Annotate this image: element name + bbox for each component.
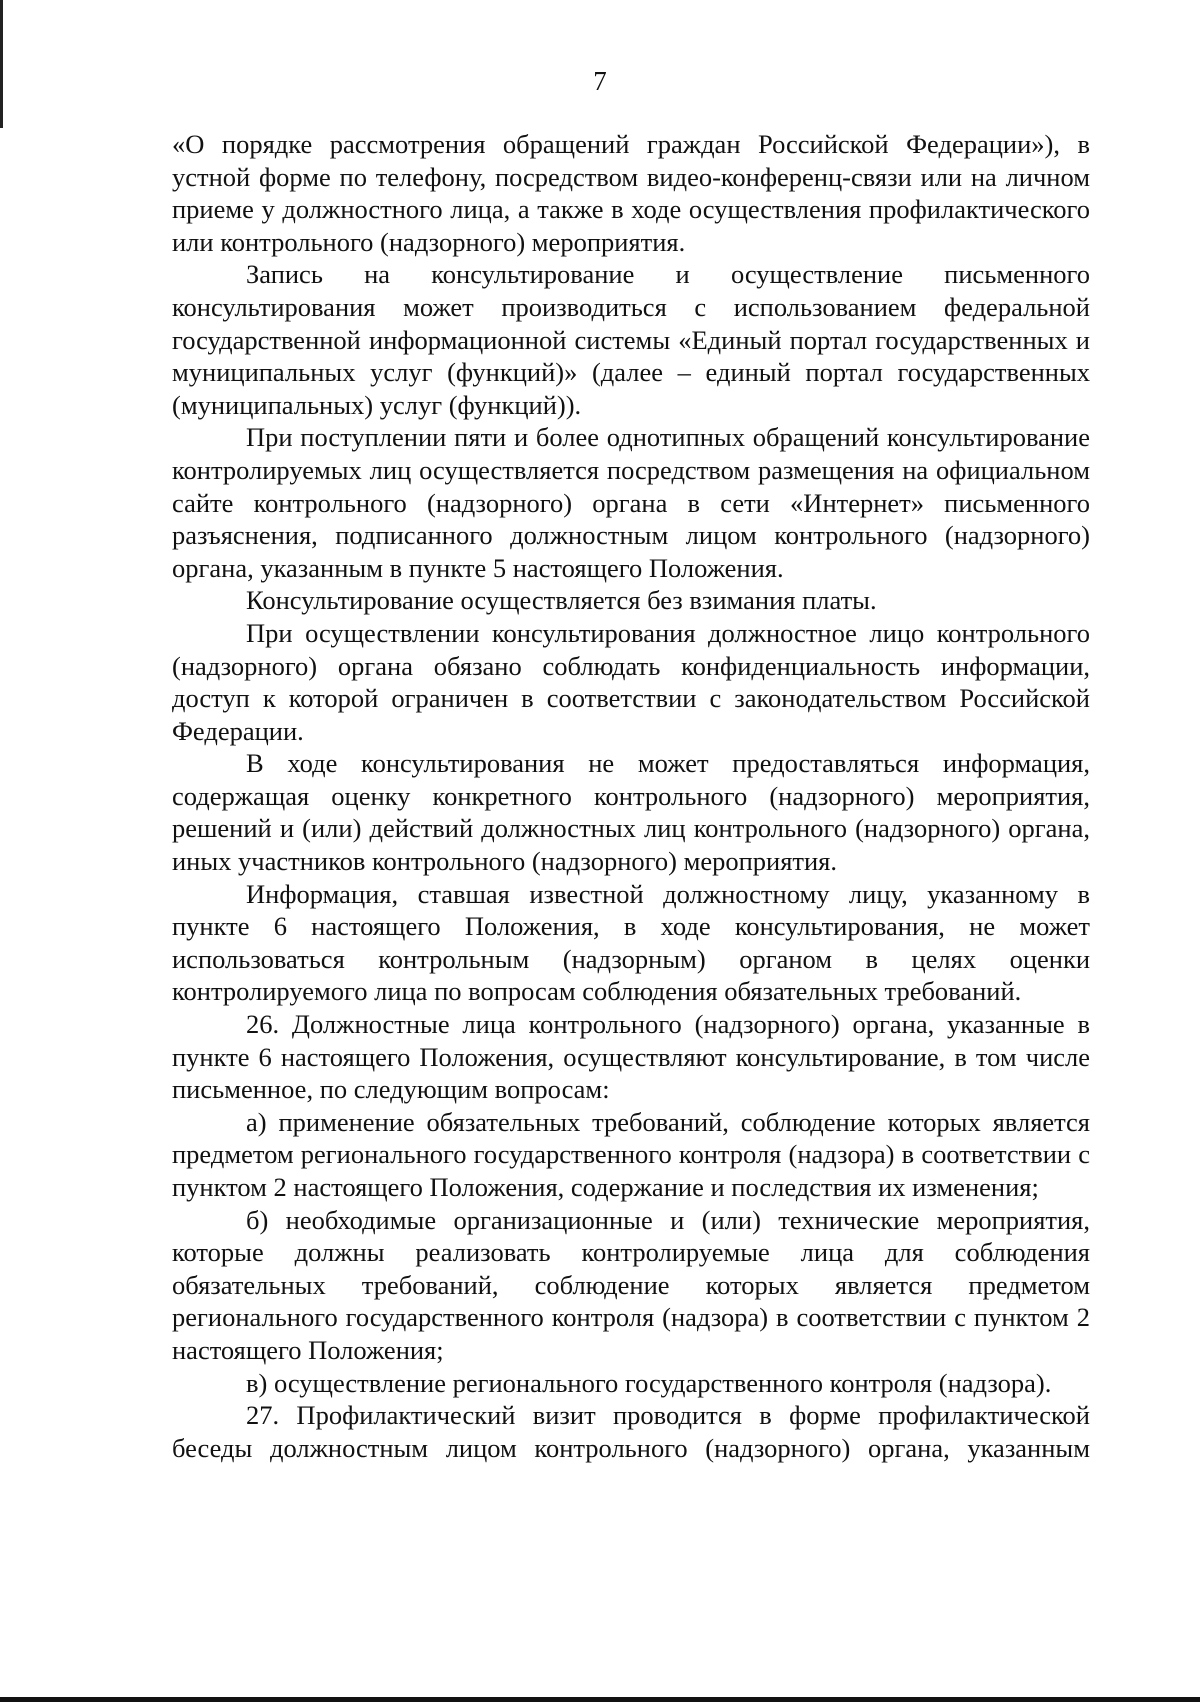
paragraph-multiple-requests: При поступлении пяти и более однотипных обращений консультирование контролируемых лиц осуществляется посредством размещения на официальном сайте контрольного (надзорного) органа в сети «Интернет» письменного разъяснения, подписанного должностным лицом контрольного (надзорного) органа, указанным в пункте 5 настоящего Положения. (172, 422, 1090, 583)
paragraph-item-26-b: б) необходимые организационные и (или) технические мероприятия, которые должны реализовать контролируемые лица для соблюдения обязательных требований, соблюдение которых является предметом регионального государственного контроля (надзора) в соответствии с пунктом 2 настоящего Положения; (172, 1204, 1090, 1365)
paragraph-confidentiality: При осуществлении консультирования должностное лицо контрольного (надзорного) органа обязано соблюдать конфиденциальность информации, доступ к которой ограничен в соответствии с законодательством Российской Федерации. (172, 617, 1090, 746)
paragraph-item-27: 27. Профилактический визит проводится в форме профилактической беседы должностным лицом контрольного (надзорного) органа, указанным (172, 1400, 1090, 1463)
paragraph-free-of-charge: Консультирование осуществляется без взимания платы. (246, 585, 877, 616)
paragraph-appointment-registration: Запись на консультирование и осуществление письменного консультирования может производиться с использованием федеральной государственной информационной системы «Единый портал государственных и муниципальных услуг (функций)» (далее – единый портал государственных (муниципальных) услуг (функций)). (172, 259, 1090, 420)
paragraph-item-26: 26. Должностные лица контрольного (надзорного) органа, указанные в пункте 6 настоящего Положения, осуществляют консультирование, в том числе письменное, по следующим вопросам: (172, 1009, 1090, 1105)
scan-edge-bottom (0, 1697, 1200, 1702)
paragraph-information-usage: Информация, ставшая известной должностному лицу, указанному в пункте 6 настоящего Положения, в ходе консультирования, не может использоваться контрольным (надзорным) органом в целях оценки контролируемого лица по вопросам соблюдения обязательных требований. (172, 878, 1090, 1007)
paragraph-item-26-a: а) применение обязательных требований, соблюдение которых является предметом регионального государственного контроля (надзора) в соответствии с пунктом 2 настоящего Положения, содержание и последствия их изменения; (172, 1106, 1090, 1202)
paragraph-information-restrictions: В ходе консультирования не может предоставляться информация, содержащая оценку конкретного контрольного (надзорного) мероприятия, решений и (или) действий должностных лиц контрольного (надзорного) органа, иных участников контрольного (надзорного) мероприятия. (172, 748, 1090, 877)
paragraph-continuation: «О порядке рассмотрения обращений граждан Российской Федерации»), в устной форме по телефону, посредством видео-конференц-связи или на личном приеме у должностного лица, а также в ходе осуществления профилактического или контрольного (надзорного) мероприятия. (172, 129, 1090, 257)
scan-edge-left (0, 0, 3, 128)
document-body (172, 128, 1090, 1464)
page-number: 7 (593, 66, 607, 96)
paragraph-item-26-v: в) осуществление регионального государственного контроля (надзора). (246, 1367, 1052, 1398)
